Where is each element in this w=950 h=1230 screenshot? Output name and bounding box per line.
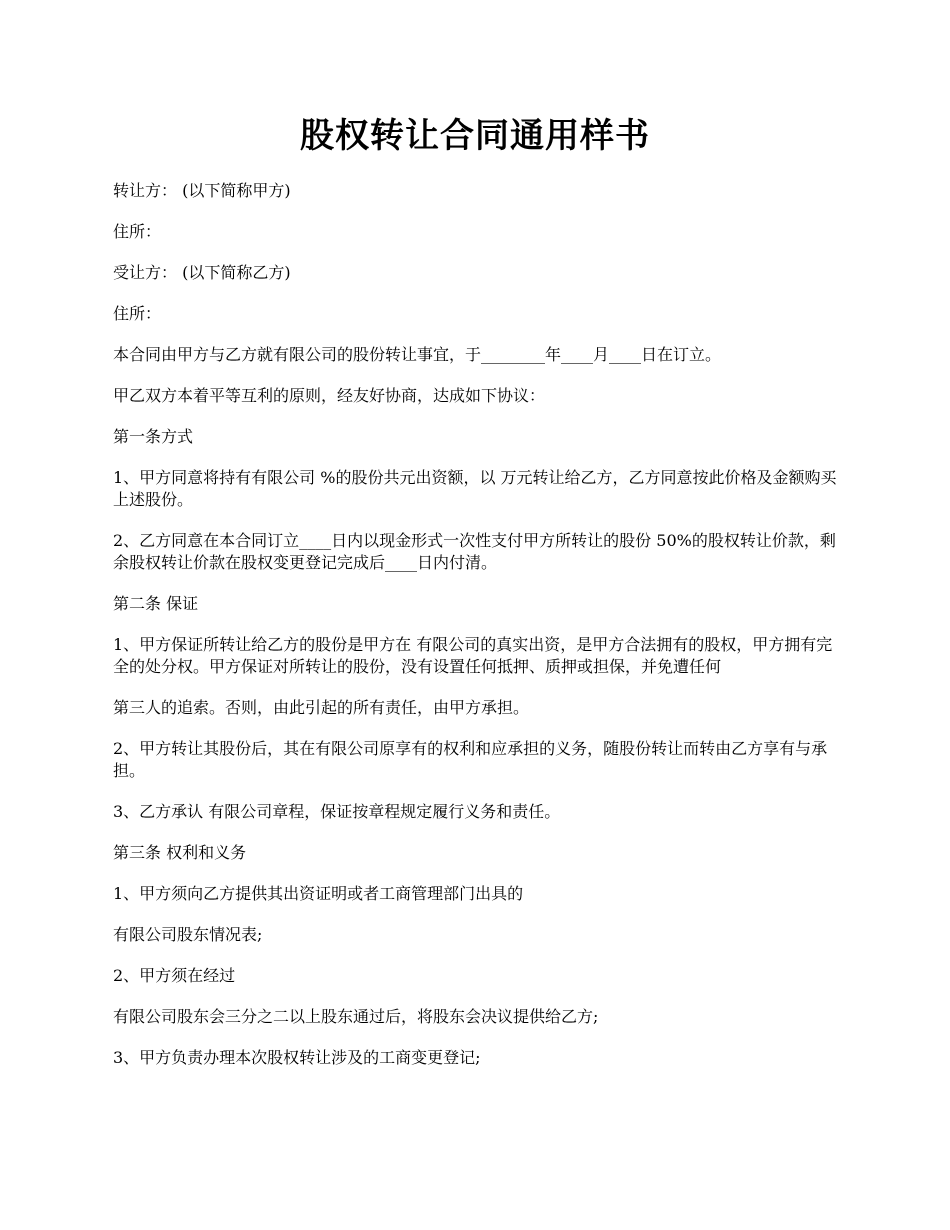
article-3-clause-2: 2、甲方须在经过 (113, 966, 236, 985)
article-2-clause-1: 1、甲方保证所转让给乙方的股份是甲方在 有限公司的真实出资，是甲方合法拥有的股权，甲方拥有完全的处分权。甲方保证对所转让的股份，没有设置任何抵押、质押或担保，并免遭任何 (113, 635, 833, 676)
article-2-clause-1-continued: 第三人的追索。否则，由此引起的所有责任，由甲方承担。 (113, 698, 530, 717)
transferee-address-line: 住所： (113, 304, 162, 323)
contract-date-paragraph: 本合同由甲方与乙方就有限公司的股份转让事宜，于________年____月____日在订立。 (113, 345, 722, 364)
article-3-clause-1-continued: 有限公司股东情况表; (113, 925, 263, 944)
article-1-heading: 第一条方式 (113, 427, 194, 446)
transferor-address-line: 住所： (113, 222, 162, 241)
document-title: 股权转让合同通用样书 (300, 116, 650, 156)
article-2-clause-2: 2、甲方转让其股份后，其在有限公司原享有的权利和应承担的义务，随股份转让而转由乙方享有与承担。 (113, 739, 828, 780)
article-3-clause-1: 1、甲方须向乙方提供其出资证明或者工商管理部门出具的 (113, 884, 524, 903)
transferee-line: 受让方： (以下简称乙方) (113, 263, 291, 282)
document-body (113, 180, 843, 1088)
article-1-clause-2: 2、乙方同意在本合同订立____日内以现金形式一次性支付甲方所转让的股份 50%的股权转让价款，剩余股权转让价款在股权变更登记完成后____日内付清。 (113, 531, 836, 572)
article-3-clause-3: 3、甲方负责办理本次股权转让涉及的工商变更登记; (113, 1048, 481, 1067)
article-1-clause-1: 1、甲方同意将持有有限公司 %的股份共元出资额，以 万元转让给乙方，乙方同意按此价格及金额购买上述股份。 (113, 468, 837, 509)
article-3-clause-2-continued: 有限公司股东会三分之二以上股东通过后，将股东会决议提供给乙方; (113, 1007, 599, 1026)
transferor-line: 转让方： (以下简称甲方) (113, 181, 291, 200)
article-3-heading: 第三条 权利和义务 (113, 843, 247, 862)
article-2-clause-3: 3、乙方承认 有限公司章程，保证按章程规定履行义务和责任。 (113, 802, 561, 821)
agreement-intro-paragraph: 甲乙双方本着平等互利的原则，经友好协商，达成如下协议： (113, 386, 546, 405)
article-2-heading: 第二条 保证 (113, 594, 199, 613)
